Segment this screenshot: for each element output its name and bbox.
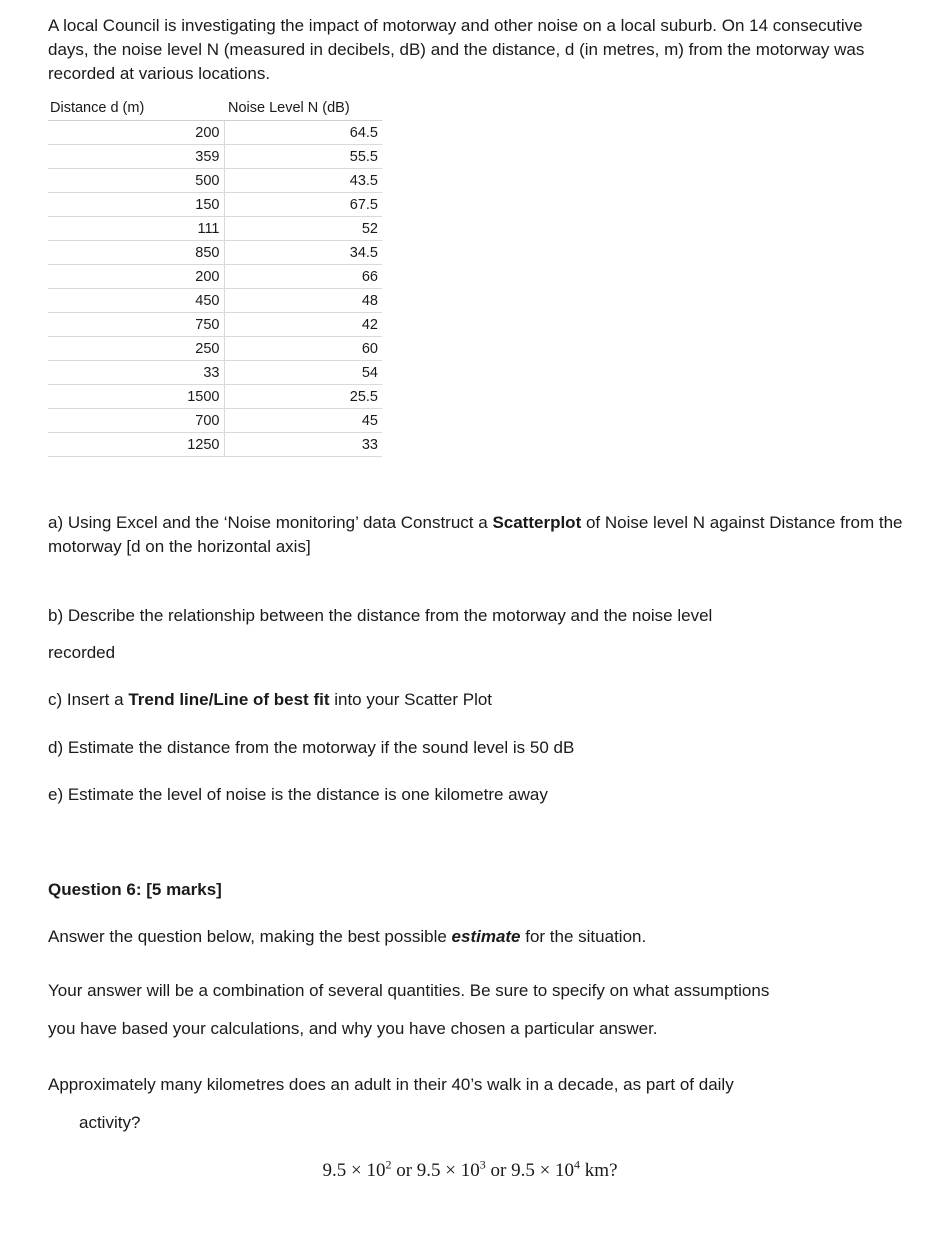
noise-cell: 25.5 <box>224 385 382 409</box>
question-b-line2: recorded <box>48 643 116 662</box>
instruction-emphasis: estimate <box>451 927 521 946</box>
table-row <box>48 361 382 385</box>
noise-cell: 34.5 <box>224 241 382 265</box>
question-a <box>48 511 908 559</box>
table-row <box>48 169 382 193</box>
question-b-line1: b) Describe the relationship between the distance from the motorway and the noise level <box>48 606 713 625</box>
question-a-text: a) Using Excel and the ‘Noise monitoring’ data Construct a <box>48 513 493 532</box>
table-row <box>48 433 382 457</box>
question-a-text-end: of Noise level N against Distance from the motorway [d on the horizontal axis] <box>48 513 903 556</box>
distance-cell: 850 <box>48 241 224 265</box>
instruction-text-end: for the situation. <box>520 927 647 946</box>
distance-cell: 450 <box>48 289 224 313</box>
option-a-exponent: 2 <box>385 1157 392 1172</box>
noise-cell: 54 <box>224 361 382 385</box>
table-row <box>48 121 382 145</box>
option-a-base: 9.5 × 10 <box>322 1160 386 1181</box>
table-header-row <box>48 96 382 121</box>
option-c-exponent: 4 <box>574 1157 581 1172</box>
distance-cell: 150 <box>48 193 224 217</box>
noise-cell: 33 <box>224 433 382 457</box>
noise-column-header: Noise Level N (dB) <box>224 96 382 121</box>
noise-cell: 45 <box>224 409 382 433</box>
question-e: e) Estimate the level of noise is the distance is one kilometre away <box>48 785 548 804</box>
distance-cell: 250 <box>48 337 224 361</box>
question-6-note-line2: you have based your calculations, and why you have chosen a particular answer. <box>48 1019 658 1038</box>
distance-cell: 200 <box>48 121 224 145</box>
option-b-base: or 9.5 × 10 <box>391 1160 480 1181</box>
distance-cell: 200 <box>48 265 224 289</box>
noise-cell: 42 <box>224 313 382 337</box>
noise-cell: 66 <box>224 265 382 289</box>
table-row <box>48 193 382 217</box>
table-row <box>48 241 382 265</box>
distance-cell: 700 <box>48 409 224 433</box>
intro-paragraph: A local Council is investigating the impact of motorway and other noise on a local suburb. On 14 consecutive days, the noise level N (measured in decibels, dB) and the distance, d (in metres, m) from the motorway was recorded at various locations. <box>48 16 865 83</box>
noise-cell: 67.5 <box>224 193 382 217</box>
question-6-instruction <box>48 925 908 949</box>
question-c <box>48 688 908 712</box>
answer-options <box>0 1158 940 1184</box>
distance-cell: 111 <box>48 217 224 241</box>
distance-cell: 33 <box>48 361 224 385</box>
option-b-exponent: 3 <box>479 1157 486 1172</box>
distance-cell: 750 <box>48 313 224 337</box>
question-6-question-line2: activity? <box>79 1113 141 1132</box>
question-6-note-line1: Your answer will be a combination of several quantities. Be sure to specify on what assumptions <box>48 981 770 1000</box>
question-d: d) Estimate the distance from the motorway if the sound level is 50 dB <box>48 738 575 757</box>
noise-data-table <box>48 96 382 457</box>
noise-cell: 52 <box>224 217 382 241</box>
instruction-text: Answer the question below, making the best possible <box>48 927 452 946</box>
table-row <box>48 145 382 169</box>
noise-cell: 60 <box>224 337 382 361</box>
option-c-base: or 9.5 × 10 <box>485 1160 575 1181</box>
distance-cell: 359 <box>48 145 224 169</box>
table-body <box>48 121 382 457</box>
question-6-question-line1: Approximately many kilometres does an adult in their 40’s walk in a decade, as part of daily <box>48 1075 734 1094</box>
table-row <box>48 337 382 361</box>
distance-column-header: Distance d (m) <box>48 96 224 121</box>
noise-cell: 43.5 <box>224 169 382 193</box>
table-row <box>48 265 382 289</box>
table-row <box>48 289 382 313</box>
option-unit: km? <box>580 1160 618 1181</box>
noise-cell: 55.5 <box>224 145 382 169</box>
table-row <box>48 409 382 433</box>
noise-cell: 48 <box>224 289 382 313</box>
question-6-heading: Question 6: [5 marks] <box>48 880 222 899</box>
distance-cell: 1250 <box>48 433 224 457</box>
distance-cell: 1500 <box>48 385 224 409</box>
question-c-emphasis: Trend line/Line of best fit <box>128 690 330 709</box>
question-a-emphasis: Scatterplot <box>492 513 582 532</box>
distance-cell: 500 <box>48 169 224 193</box>
question-c-text-end: into your Scatter Plot <box>329 690 493 709</box>
question-c-text: c) Insert a <box>48 690 129 709</box>
table-row <box>48 385 382 409</box>
noise-cell: 64.5 <box>224 121 382 145</box>
table-row <box>48 313 382 337</box>
table-row <box>48 217 382 241</box>
